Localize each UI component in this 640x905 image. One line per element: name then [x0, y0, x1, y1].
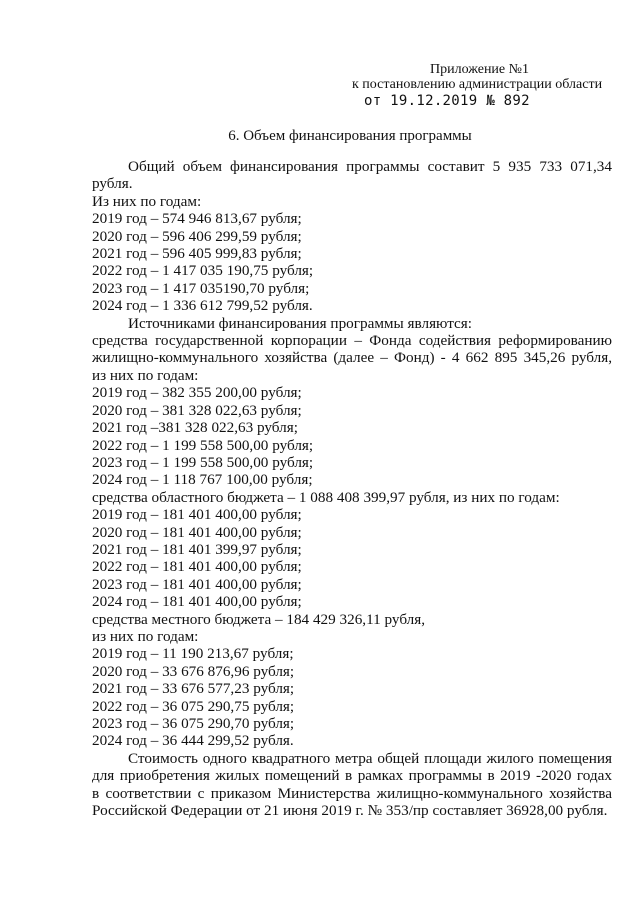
regional-year-row: 2021 год – 181 401 399,97 рубля;: [92, 540, 302, 558]
fund-year-row: 2020 год – 381 328 022,63 рубля;: [92, 401, 302, 419]
section-heading: 6. Объем финансирования программы: [228, 128, 472, 144]
regional-year-row: 2020 год – 181 401 400,00 рубля;: [92, 523, 302, 541]
fund-year-row: 2022 год – 1 199 558 500,00 рубля;: [92, 436, 314, 454]
regional-year-row: 2019 год – 181 401 400,00 рубля;: [92, 506, 302, 524]
local-year-row: 2019 год – 11 190 213,67 рубля;: [92, 645, 294, 663]
local-year-row: 2024 год – 36 444 299,52 рубля.: [92, 732, 294, 750]
fund-line: из них по годам:: [92, 366, 199, 384]
fund-line: средства государственной корпорации – Фонда содействия реформированию: [92, 332, 612, 350]
cost-paragraph-line: Российской Федерации от 21 июня 2019 г. № 353/пр составляет 36928,00 рубля.: [92, 802, 608, 820]
appendix-number: Приложение №1: [430, 62, 529, 77]
local-budget-line: средства местного бюджета – 184 429 326,11 рубля,: [92, 610, 426, 628]
total-year-row: 2024 год – 1 336 612 799,52 рубля.: [92, 297, 313, 315]
regional-year-row: 2023 год – 181 401 400,00 рубля;: [92, 575, 302, 593]
fund-line: жилищно-коммунального хозяйства (далее – Фонд) - 4 662 895 345,26 рубля,: [92, 349, 612, 367]
fund-year-row: 2024 год – 1 118 767 100,00 рубля;: [92, 471, 313, 489]
appendix-reference: к постановлению администрации области: [352, 77, 603, 92]
total-year-row: 2020 год – 596 406 299,59 рубля;: [92, 227, 302, 245]
total-year-row: 2021 год – 596 405 999,83 рубля;: [92, 245, 302, 263]
total-funding-line: Общий объем финансирования программы составит 5 935 733 071,34: [128, 158, 612, 175]
total-funding-line-cont: рубля.: [92, 175, 133, 193]
regional-year-row: 2022 год – 181 401 400,00 рубля;: [92, 558, 302, 576]
by-years-label: Из них по годам:: [92, 192, 202, 210]
local-year-row: 2020 год – 33 676 876,96 рубля;: [92, 662, 295, 680]
appendix-header: [352, 62, 622, 109]
local-budget-line: из них по годам:: [92, 627, 199, 645]
cost-paragraph-line: для приобретения жилых помещений в рамках программы в 2019 -2020 годах: [92, 767, 612, 785]
fund-year-row: 2021 год –381 328 022,63 рубля;: [92, 419, 298, 437]
fund-year-row: 2023 год – 1 199 558 500,00 рубля;: [92, 453, 314, 471]
cost-paragraph-line: в соответствии с приказом Министерства жилищно-коммунального хозяйства: [92, 784, 612, 802]
regional-budget-line: средства областного бюджета – 1 088 408 399,97 рубля, из них по годам:: [92, 488, 560, 506]
local-year-row: 2022 год – 36 075 290,75 рубля;: [92, 697, 295, 715]
total-year-row: 2023 год – 1 417 035190,70 рубля;: [92, 279, 310, 297]
local-year-row: 2023 год – 36 075 290,70 рубля;: [92, 715, 295, 732]
decree-date-number: от 19.12.2019 № 892: [364, 93, 530, 109]
total-year-row: 2022 год – 1 417 035 190,75 рубля;: [92, 262, 314, 280]
document-body: [92, 158, 612, 819]
cost-paragraph-line: Стоимость одного квадратного метра общей площади жилого помещения: [128, 749, 612, 767]
local-year-row: 2021 год – 33 676 577,23 рубля;: [92, 680, 295, 698]
fund-year-row: 2019 год – 382 355 200,00 рубля;: [92, 384, 302, 402]
regional-year-row: 2024 год – 181 401 400,00 рубля;: [92, 593, 302, 611]
sources-intro: Источниками финансирования программы являются:: [128, 314, 472, 332]
total-year-row: 2019 год – 574 946 813,67 рубля;: [92, 210, 302, 228]
